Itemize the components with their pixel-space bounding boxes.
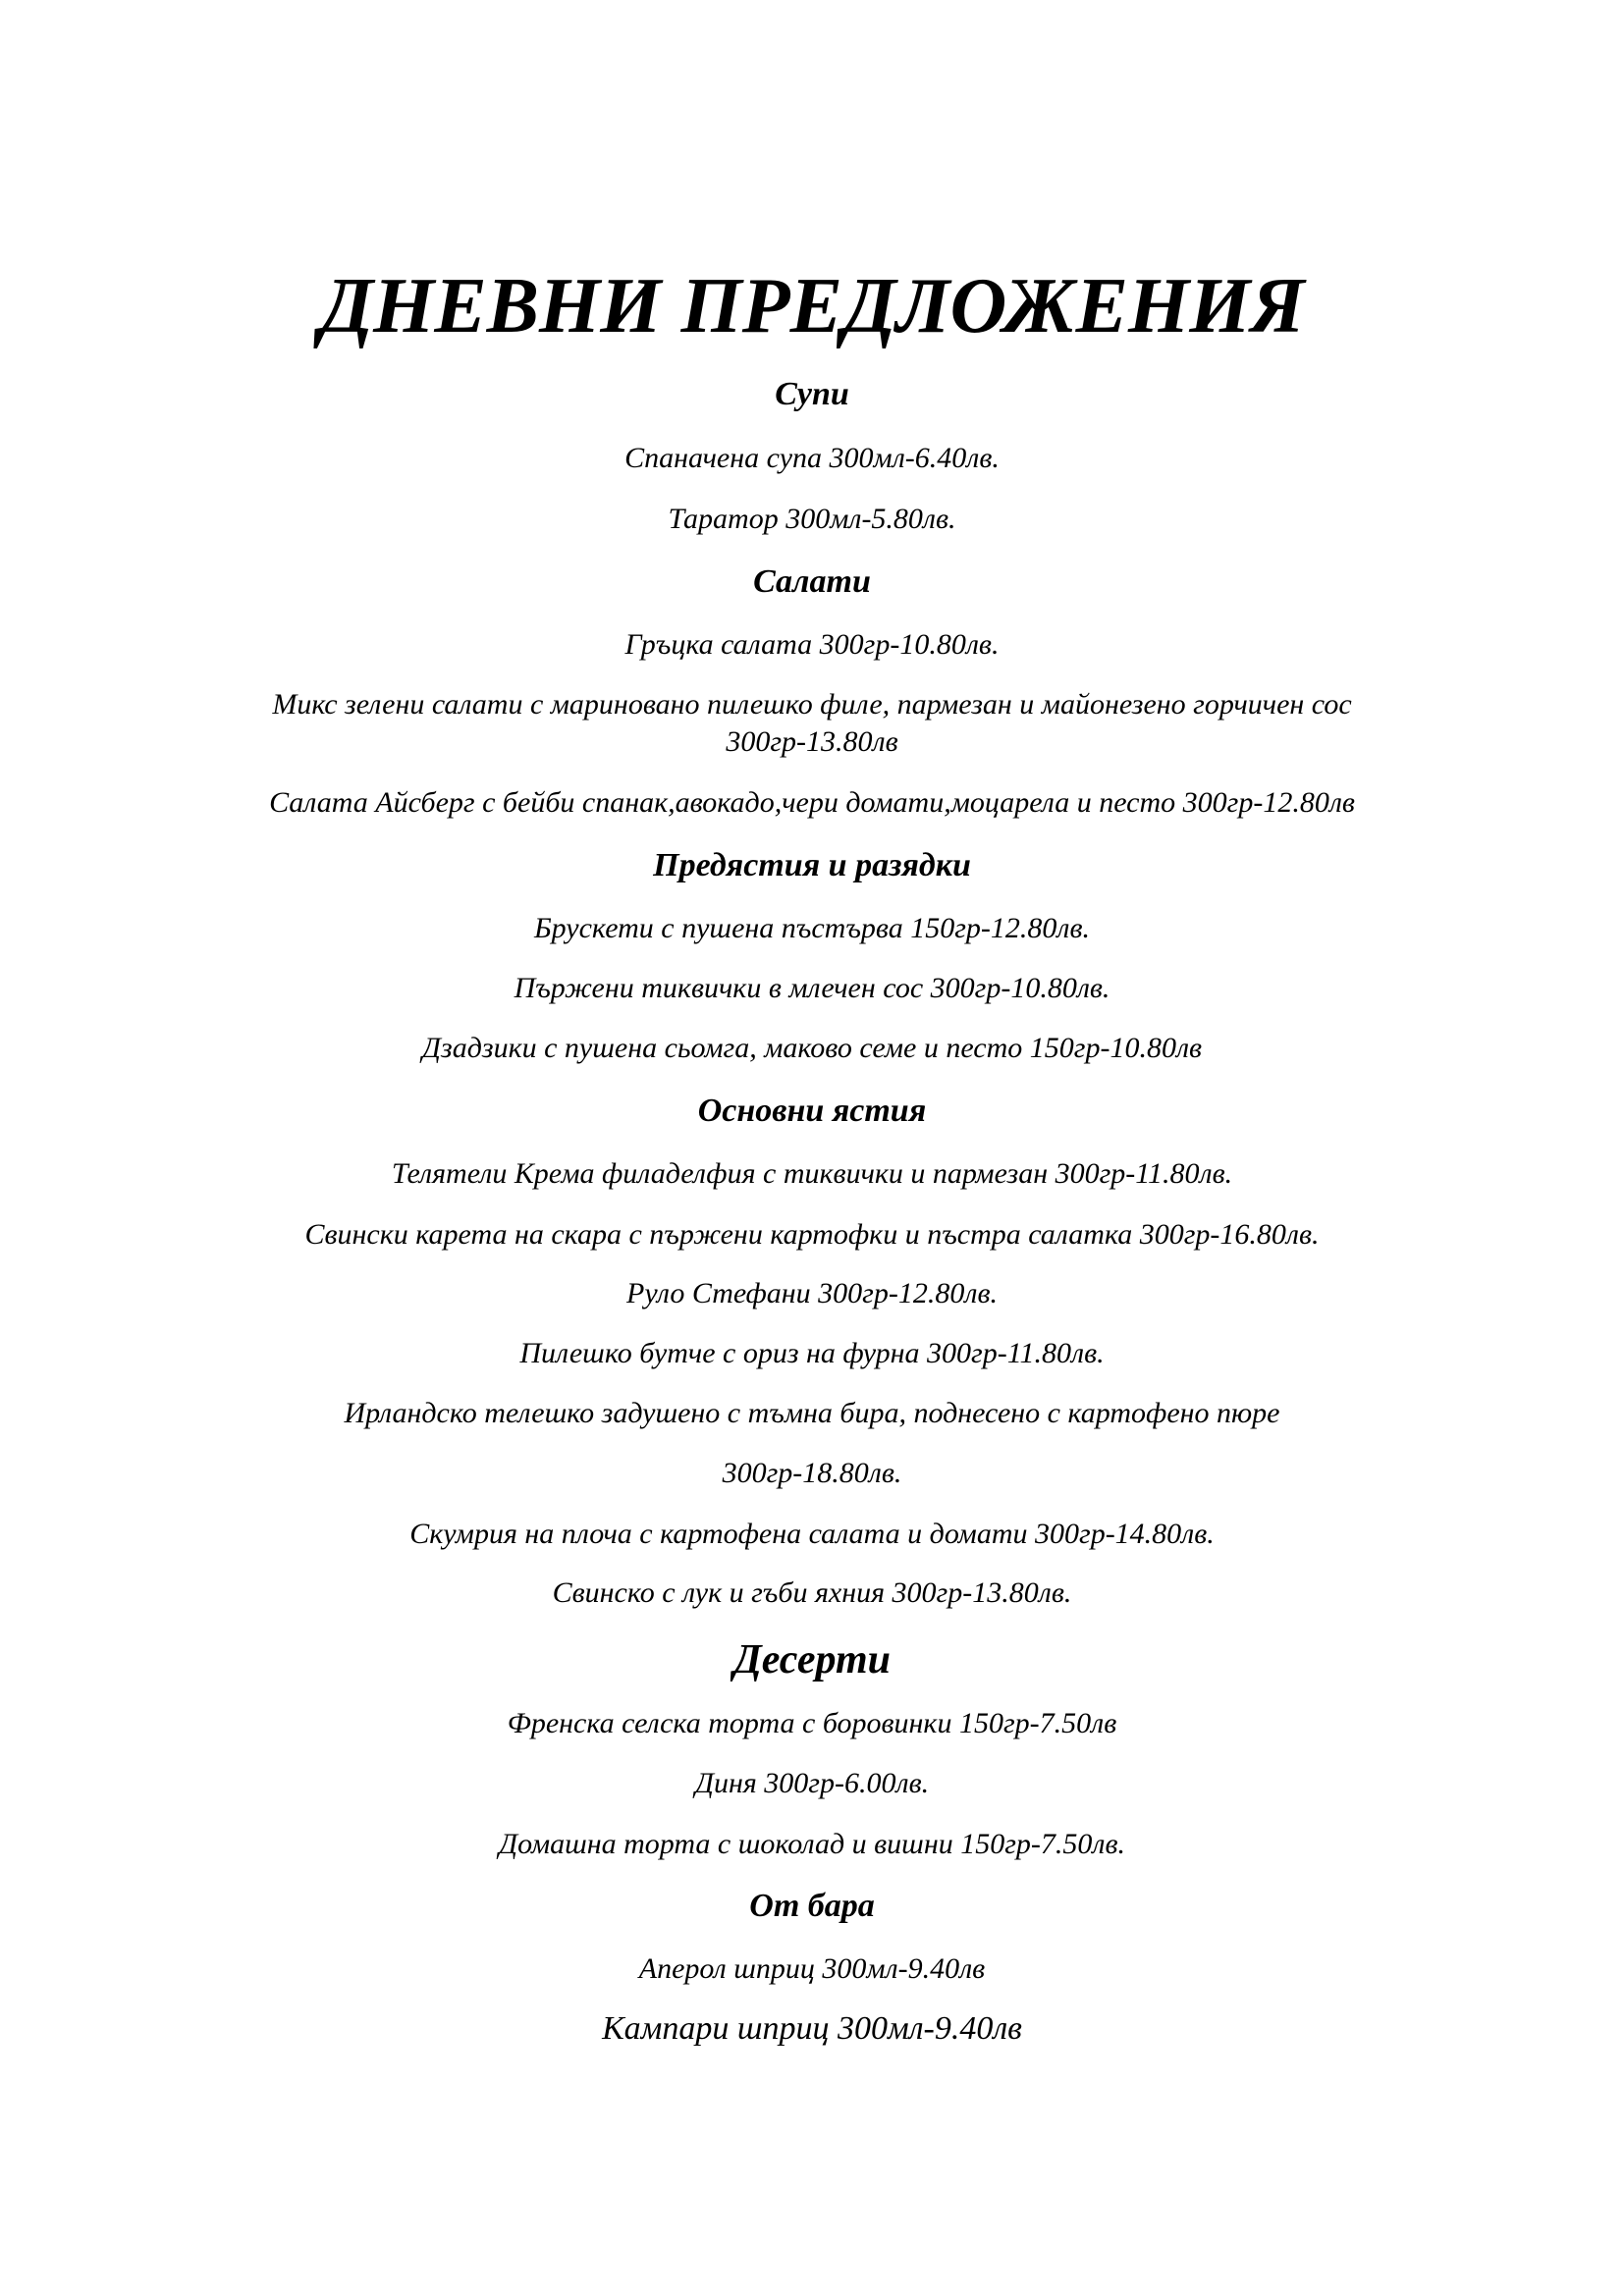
menu-item: Руло Стефани 300гр-12.80лв. (626, 1277, 998, 1309)
menu-item: Скумрия на плоча с картофена салата и домати 300гр-14.80лв. (409, 1518, 1215, 1550)
menu-item: Пържени тиквички в млечен сос 300гр-10.80лв. (514, 972, 1110, 1004)
menu-item: Аперол шприц 300мл-9.40лв (638, 1952, 986, 1985)
menu-item: Дзадзики с пушена сьомга, маково семе и песто 150гр-10.80лв (421, 1032, 1203, 1064)
menu-item: Домашна торта с шоколад и вишни 150гр-7.50лв. (499, 1828, 1125, 1860)
section-heading-mains: Основни ястия (697, 1093, 927, 1129)
section-heading-salads: Салати (753, 563, 871, 600)
section-heading-desserts: Десерти (733, 1637, 891, 1682)
menu-item: Диня 300гр-6.00лв. (694, 1767, 930, 1799)
menu-item: Гръцка салата 300гр-10.80лв. (624, 628, 1000, 661)
menu-item: Микс зелени салати с мариновано пилешко филе, пармезан и майонезено горчичен сос (272, 688, 1352, 721)
menu-item: Френска селска торта с боровинки 150гр-7.50лв (507, 1707, 1117, 1739)
page-title: ДНЕВНИ ПРЕДЛОЖЕНИЯ (319, 263, 1305, 349)
menu-item: Свински карета на скара с пържени картофки и пъстра салатка 300гр-16.80лв. (304, 1218, 1320, 1251)
menu-item: Брускети с пушена пъстърва 150гр-12.80лв. (533, 912, 1090, 944)
menu-item: 300гр-13.80лв (726, 725, 898, 758)
menu-item: Ирландско телешко задушено с тъмна бира, поднесено с картофено пюре (344, 1397, 1280, 1429)
menu-item: Салата Айсберг с бейби спанак,авокадо,чери домати,моцарела и песто 300гр-12.80лв (269, 786, 1355, 819)
menu-item: Пилешко бутче с ориз на фурна 300гр-11.80лв. (519, 1337, 1105, 1369)
section-heading-starters: Предястия и разядки (653, 847, 971, 883)
section-heading-bar: От бара (749, 1888, 875, 1924)
menu-item: Таратор 300мл-5.80лв. (668, 503, 956, 535)
menu-item: 300гр-18.80лв. (722, 1457, 902, 1489)
menu-item: Телятели Крема филаделфия с тиквички и пармезан 300гр-11.80лв. (391, 1157, 1233, 1190)
menu-item: Свинско с лук и гъби яхния 300гр-13.80лв. (552, 1576, 1072, 1609)
section-heading-soups: Супи (775, 376, 849, 412)
menu-item: Кампари шприц 300мл-9.40лв (602, 2010, 1022, 2047)
menu-item: Спаначена супа 300мл-6.40лв. (624, 442, 1000, 474)
